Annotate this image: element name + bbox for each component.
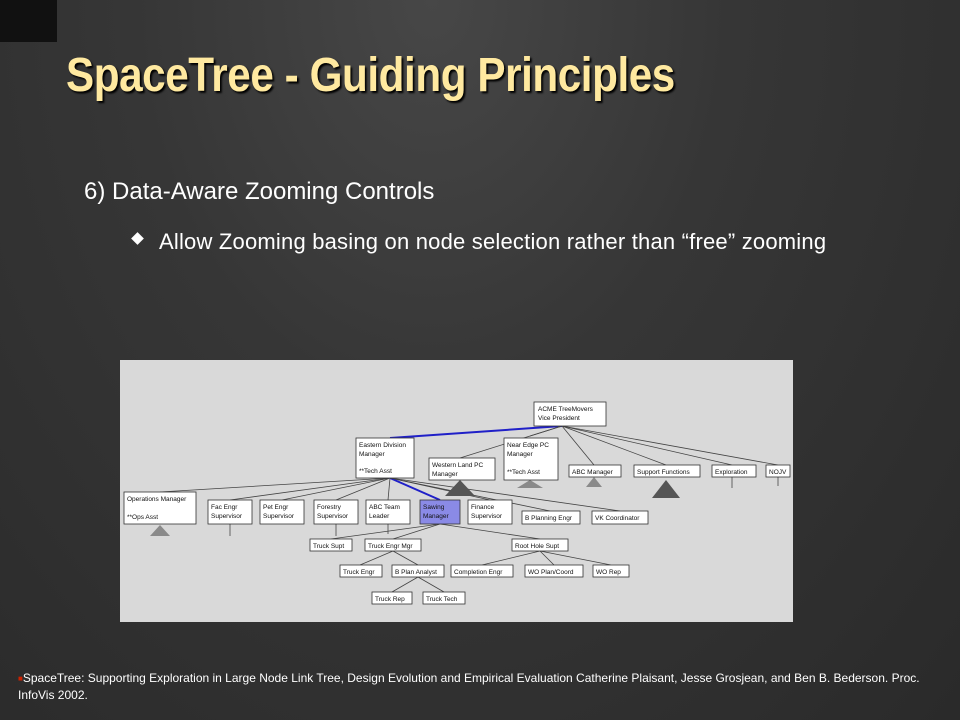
node-label: VK Coordinator [595, 515, 640, 522]
sub-point-text: Allow Zooming basing on node selection rather than “free” zooming [159, 229, 827, 254]
node-completion-engr[interactable] [451, 565, 513, 577]
node-label: Manager [423, 513, 449, 520]
edge-roothole-worep [540, 551, 611, 565]
edge-sawing-truck-engr-mgr [393, 524, 440, 539]
edge-eastern-abc-team [388, 478, 390, 500]
node-near-edge[interactable] [504, 438, 558, 480]
node-label: **Tech Asst [359, 468, 392, 475]
node-label: **Tech Asst [507, 469, 540, 476]
main-point: 6) Data-Aware Zooming Controls [84, 178, 435, 205]
spacetree-figure [120, 360, 793, 622]
node-label: Supervisor [317, 513, 349, 520]
node-truck-supt[interactable] [310, 539, 352, 551]
node-label: Root Hole Supt [515, 543, 560, 550]
node-label: Operations Manager [127, 496, 187, 503]
node-label: Truck Supt [313, 543, 345, 550]
node-acme-vp[interactable] [534, 402, 606, 426]
node-b-planning-engr[interactable] [522, 511, 580, 524]
node-finance[interactable] [468, 500, 512, 524]
edge-sawing-truck-supt [331, 524, 440, 539]
node-label: Vice President [538, 415, 580, 422]
collapsed-triangle-near-edge[interactable] [517, 480, 543, 488]
citation-bullet-icon: ■ [18, 674, 23, 683]
node-label: WO Rep [596, 569, 621, 576]
collapsed-triangle-abc-manager[interactable] [586, 477, 602, 487]
node-abc-team[interactable] [366, 500, 410, 524]
node-label: ACME TreeMovers [538, 406, 593, 413]
node-label: Finance [471, 504, 495, 511]
node-sawing-manager-selected[interactable] [420, 500, 460, 524]
edge-sawing-root-hole [440, 524, 540, 539]
node-fac-engr[interactable] [208, 500, 252, 524]
node-wo-rep[interactable] [593, 565, 629, 577]
node-nojv[interactable] [766, 465, 790, 477]
edge-eastern-fac [230, 478, 390, 500]
spacetree-diagram [120, 360, 793, 622]
node-label: Forestry [317, 504, 341, 511]
edge-bplan-truck-tech [418, 577, 444, 592]
edge-root-exploration [562, 426, 732, 465]
collapsed-triangle-western[interactable] [445, 480, 475, 496]
node-label: Manager [432, 471, 458, 478]
node-label: Support Functions [637, 469, 690, 476]
node-truck-engr-mgr[interactable] [365, 539, 421, 551]
node-b-plan-analyst[interactable] [392, 565, 444, 577]
edge-roothole-completion [482, 551, 540, 565]
edge-root-nojv [562, 426, 778, 465]
collapsed-triangle-support[interactable] [652, 480, 680, 498]
node-truck-tech[interactable] [423, 592, 465, 604]
node-exploration[interactable] [712, 465, 756, 477]
node-label: **Ops Asst [127, 514, 159, 521]
node-western-land[interactable] [429, 458, 495, 480]
node-label: Fac Engr [211, 504, 238, 511]
node-label: Supervisor [471, 513, 503, 520]
citation-text: SpaceTree: Supporting Exploration in Large Node Link Tree, Design Evolution and Empirical Evaluation Catherine Plaisant, Jesse Grosjean, and Ben B. Bederson. Proc. InfoVis 2002. [18, 671, 920, 702]
collapsed-triangle-operations[interactable] [150, 525, 170, 536]
slide-title: SpaceTree - Guiding Principles [66, 49, 675, 102]
node-vk-coordinator[interactable] [592, 511, 648, 524]
node-wo-plan-coord[interactable] [525, 565, 583, 577]
node-label: Supervisor [211, 513, 243, 520]
edge-bplan-truck-rep [392, 577, 418, 592]
node-label: Manager [507, 451, 533, 458]
edge-mgr-truck-engr [360, 551, 393, 565]
node-forestry[interactable] [314, 500, 358, 524]
node-root-hole-supt[interactable] [512, 539, 568, 551]
node-eastern-division[interactable] [356, 438, 414, 478]
node-abc-manager[interactable] [569, 465, 621, 477]
node-label: Truck Tech [426, 596, 458, 603]
node-label: Truck Rep [375, 596, 405, 603]
node-label: Pet Engr [263, 504, 289, 511]
node-support-functions[interactable] [634, 465, 700, 477]
node-label: Truck Engr [343, 569, 375, 576]
corner-block [0, 0, 57, 42]
node-label: Supervisor [263, 513, 295, 520]
node-label: NOJV [769, 469, 787, 476]
node-label: Truck Engr Mgr [368, 543, 413, 550]
node-label: ABC Manager [572, 469, 613, 476]
edge-eastern-forestry [336, 478, 390, 500]
node-label: Leader [369, 513, 390, 520]
node-label: Completion Engr [454, 569, 503, 576]
node-label: B Planning Engr [525, 515, 572, 522]
node-truck-engr[interactable] [340, 565, 382, 577]
edge-mgr-bplan [393, 551, 418, 565]
node-label: Eastern Division [359, 442, 406, 449]
node-pet-engr[interactable] [260, 500, 304, 524]
node-label: Sawing [423, 504, 445, 511]
node-truck-rep[interactable] [372, 592, 412, 604]
diamond-bullet-icon [131, 232, 144, 245]
edge-root-eastern [390, 426, 562, 438]
node-label: Western Land PC [432, 462, 484, 469]
node-label: ABC Team [369, 504, 400, 511]
node-operations-manager[interactable] [124, 492, 196, 524]
citation [18, 670, 948, 703]
sub-point [133, 225, 933, 259]
node-label: Near Edge PC [507, 442, 549, 449]
node-label: B Plan Analyst [395, 569, 437, 576]
node-label: Exploration [715, 469, 748, 476]
node-label: WO Plan/Coord [528, 569, 574, 576]
node-label: Manager [359, 451, 385, 458]
